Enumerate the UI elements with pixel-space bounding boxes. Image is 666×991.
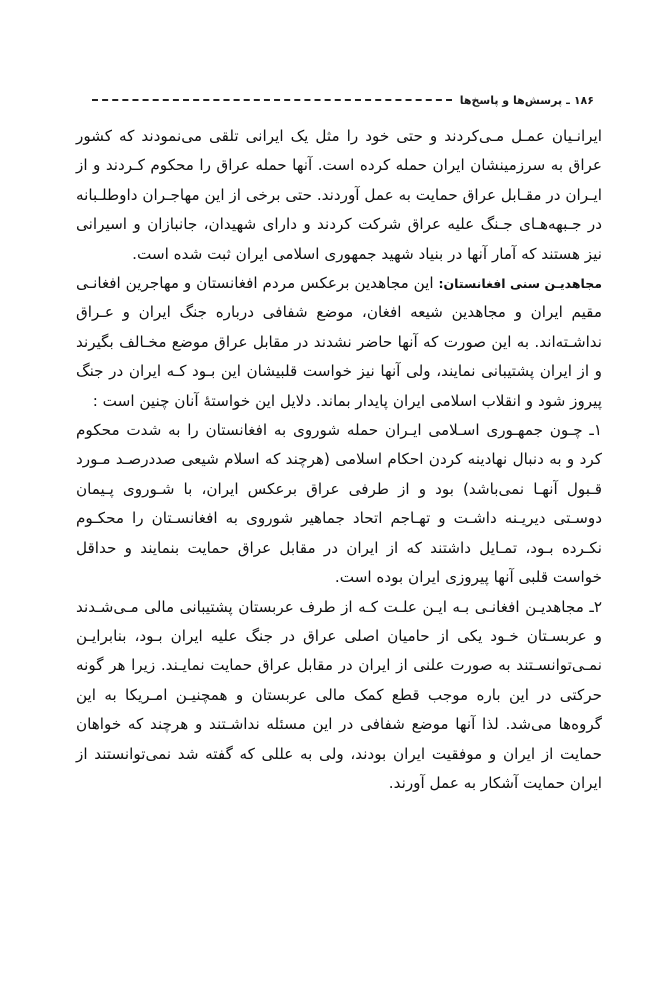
header-dashed-rule [92, 99, 452, 101]
paragraph-sunni-mujahideen-text: این مجاهدین برعکس مردم افغانستان و مهاجرین افغانـی مقیم ایران و مجاهدین شیعه افغان، موضع شفافی درباره جنگ ایران و عـراق نداشـته‌اند. به این صورت که آنها حاضر نشدند در مقابل عراق موضع مخـالف بگیرند و از ایران پشتیبانی نمایند، ولی آنها نیز خواست قلبیشان این بـود کـه ایران در جنگ پیروز شود و انقلاب اسلامی ایران پایدار بماند. دلایل این خواستهٔ آنان چنین است : [76, 274, 602, 410]
page-number: ۱۸۶ [573, 93, 594, 107]
paragraph-reason-2: ۲ـ مجاهدیـن افغانـی بـه ایـن علـت کـه از طرف عربستان پشتیبانی مالی مـی‌شـدند و عربسـتان خـود یکی از حامیان اصلی عراق در جنگ علیه ایران بـود، بنابرایـن نمـی‌توانسـتند به صورت علنی از ایران در مقابل عراق حمایت نمایـند. زیرا هر گونه حرکتی در این باره موجب قطع کمک مالی عربستان و همچنیـن امـریکا به این گروه‌ها می‌شد. لذا آنها موضع شفافی در این مسئله نداشـتند و هرچند که خواهان حمایت از ایران و موفقیت ایران بودند، ولی به عللی که گفته شد نمی‌توانستند از ایران حمایت آشکار به عمل آورند. [76, 597, 602, 792]
run-in-heading: مجاهدیـن سنی افغانستان: [438, 276, 602, 292]
body-text [76, 122, 602, 798]
running-header [92, 93, 594, 107]
paragraph-sunni-mujahideen [76, 269, 602, 416]
paragraph-iranian-immigrants: ایرانـیان عمـل مـی‌کردند و حتی خود را مثل یک ایرانی تلقی می‌نمودند که کشور عراق به سرزمینشان ایران حمله کرده است. آنها حمله عراق را محکوم کـردند و از ایـران در مقـابل عراق حمایت به عمل آوردند. حتی برخی از این مهاجـران داوطلـبانه در جـبهه‌هـای جـنگ علیه عراق شرکت کردند و دارای شهیدان، جانبازان و اسیرانی نیز هستند که آمار آنها در بنیاد شهید جمهوری اسلامی ایران ثبت شده است. [76, 127, 602, 263]
paragraph-reason-1: ۱ـ چـون جمهـوری اسـلامی ایـران حمله شوروی به افغانستان را به شدت محکوم کرد و به دنبال نهادینه کردن احکام اسلامی (هرچند که اسلام شیعی صددرصـد مـورد قـبول آنهـا نمی‌باشد) بود و از طرفی عراق برعکس ایران، با شـوروی پـیمان دوسـتی دیریـنه داشـت و تهـاجم اتحاد جماهیر شوروی به افغانسـتان را محکـوم نکـرده بـود، تمـایل داشتند که از ایران در مقابل عراق حمایت بنمایند و حداقل خواست قلبی آنها پیروزی ایران بوده است. [76, 421, 602, 587]
running-title: پرسش‌ها و پاسخ‌ها [459, 93, 563, 107]
header-separator: ـ [566, 93, 570, 107]
